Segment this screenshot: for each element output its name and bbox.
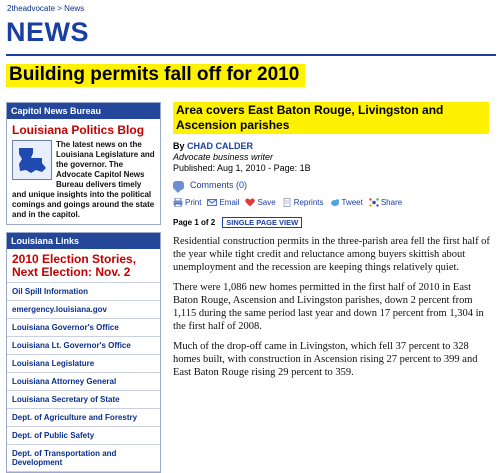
heart-icon [245, 198, 255, 207]
link-governor[interactable]: Louisiana Governor's Office [7, 319, 160, 337]
article-paragraph: Residential construction permits in the three-parish area fell the first half of the year while tight credit and reluctance among buyers skittish about unemployment and the recession are keeping things relatively quiet. [173, 236, 490, 273]
link-public-safety[interactable]: Dept. of Public Safety [7, 427, 160, 445]
article-tools [173, 198, 493, 207]
article-subhead: Area covers East Baton Rouge, Livingston and Ascension parishes [173, 102, 489, 134]
blog-description [7, 140, 160, 224]
breadcrumb-news-link[interactable]: News [64, 4, 85, 13]
election-stories-link[interactable]: 2010 Election Stories, Next Election: Nov. 2 [7, 249, 160, 283]
print-button[interactable] [173, 198, 201, 207]
capitol-bureau-box [6, 102, 161, 225]
politics-blog-link[interactable]: Louisiana Politics Blog [12, 123, 145, 137]
pagination-bar [173, 217, 493, 228]
tweet-button[interactable] [330, 198, 363, 207]
byline [173, 141, 493, 174]
article-paragraph: There were 1,086 new homes permitted in the first half of 2010 in East Baton Rouge, Ascension and Livingston parishes, down 2 percent from 1,115 during the same period last year and down 17 percent from 1,304 in the first half of 2008. [173, 282, 484, 332]
author-link[interactable]: CHAD CALDER [187, 141, 254, 151]
tweet-label: Tweet [341, 198, 363, 207]
link-transportation[interactable]: Dept. of Transportation and Development [7, 445, 160, 472]
link-lt-governor[interactable]: Louisiana Lt. Governor's Office [7, 337, 160, 355]
link-emergency[interactable]: emergency.louisiana.gov [7, 301, 160, 319]
title-divider [6, 54, 496, 56]
breadcrumb-home-link[interactable]: 2theadvocate [7, 4, 56, 13]
single-page-view-button[interactable]: SINGLE PAGE VIEW [222, 217, 302, 228]
printer-icon [173, 198, 183, 207]
link-oil-spill[interactable]: Oil Spill Information [7, 283, 160, 301]
bird-icon [330, 198, 340, 207]
article-headline: Building permits fall off for 2010 [6, 64, 305, 87]
section-title: NEWS [6, 17, 89, 47]
sidebar [6, 102, 161, 473]
save-label: Save [257, 198, 276, 207]
save-button[interactable] [245, 198, 275, 207]
louisiana-links-box [6, 232, 161, 473]
document-icon [282, 198, 292, 207]
comments-label: Comments (0) [190, 180, 248, 190]
article-paragraph: Much of the drop-off came in Livingston, which fell 37 percent to 328 homes built, with construction in Ascension rising 27 percent to 399 and East Baton Rouge rising 29 percent to 359. [173, 341, 478, 378]
author-role: Advocate business writer [173, 152, 274, 162]
reprints-label: Reprints [293, 198, 324, 207]
reprints-button[interactable] [282, 198, 324, 207]
link-secretary-of-state[interactable]: Louisiana Secretary of State [7, 391, 160, 409]
breadcrumb-separator: > [55, 4, 65, 13]
capitol-bureau-header: Capitol News Bureau [7, 103, 160, 119]
breadcrumb [7, 4, 84, 13]
article-body [173, 235, 493, 379]
link-agriculture[interactable]: Dept. of Agriculture and Forestry [7, 409, 160, 427]
louisiana-links-header: Louisiana Links [7, 233, 160, 249]
link-legislature[interactable]: Louisiana Legislature [7, 355, 160, 373]
published-date: Published: Aug 1, 2010 - Page: 1B [173, 163, 311, 173]
louisiana-map-icon [12, 140, 52, 180]
page-indicator: Page 1 of 2 [173, 218, 216, 227]
comment-bubble-icon [173, 181, 184, 190]
share-button[interactable] [369, 198, 402, 207]
link-attorney-general[interactable]: Louisiana Attorney General [7, 373, 160, 391]
comments-link[interactable] [173, 180, 493, 190]
blog-description-text: The latest news on the Louisiana Legislature and the governor. The Advocate Capitol News Bureau delivers timely and unique insights into the political comings and goings around the state and in the capitol. [12, 140, 155, 219]
byline-by: By [173, 141, 185, 151]
email-label: Email [219, 198, 240, 207]
share-label: Share [380, 198, 403, 207]
email-button[interactable] [207, 198, 239, 207]
envelope-icon [207, 198, 217, 207]
print-label: Print [185, 198, 202, 207]
article-main [173, 102, 493, 379]
share-icon [369, 198, 379, 207]
